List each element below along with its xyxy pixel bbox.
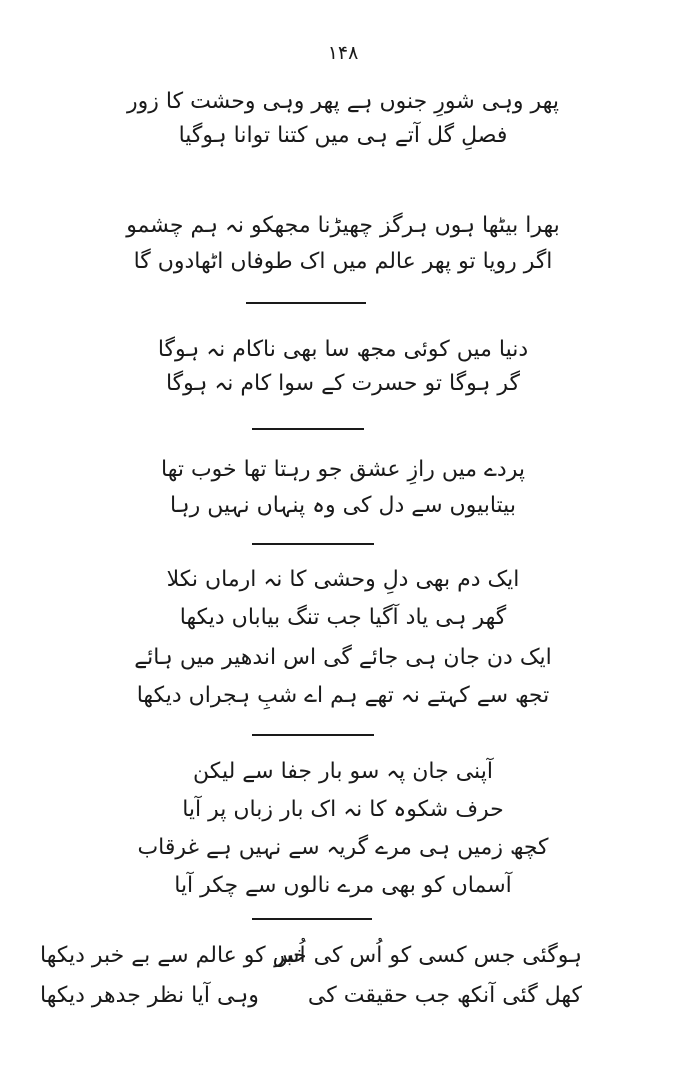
verse-line: پردے میں رازِ عشق جو رہتا تھا خوب تھا <box>161 457 525 482</box>
verse-line: آپنی جان پہ سو بار جفا سے لیکن <box>193 759 493 784</box>
verse-line: گھر ہی یاد آگیا جب تنگ بیاباں دیکھا <box>179 605 507 630</box>
section-divider <box>246 302 366 304</box>
section-divider <box>252 918 372 920</box>
verse-line: کچھ زمیں ہی مرے گریہ سے نہیں ہے غرقاب <box>137 835 549 860</box>
verse-line: پھر وہی شورِ جنوں ہے پھر وہی وحشت کا زور <box>127 89 559 114</box>
section-divider <box>252 543 374 545</box>
couplet-left-half: اُس کو عالم سے بے خبر دیکھا <box>40 943 306 968</box>
verse-line: فصلِ گل آتے ہی میں کتنا توانا ہوگیا <box>178 123 508 148</box>
couplet-right-half: ہوگئی جس کسی کو اُس کی خبر <box>274 943 582 968</box>
page-number: ۱۴۸ <box>327 42 359 64</box>
verse-line: ایک دن جان ہی جائے گی اس اندھیر میں ہائے <box>134 645 552 670</box>
couplet-right-half: کھل گئی آنکھ جب حقیقت کی <box>307 983 582 1008</box>
section-divider <box>252 428 364 430</box>
verse-line: بیتابیوں سے دل کی وہ پنہاں نہیں رہا <box>170 493 516 518</box>
verse-line: آسماں کو بھی مرے نالوں سے چکر آیا <box>174 873 512 898</box>
verse-line: حرف شکوہ کا نہ اک بار زباں پر آیا <box>182 797 504 822</box>
verse-line: بھرا بیٹھا ہوں ہرگز چھیڑنا مجھکو نہ ہم چشمو <box>126 213 560 238</box>
verse-line: دنیا میں کوئی مجھ سا بھی ناکام نہ ہوگا <box>157 337 529 362</box>
verse-line: تجھ سے کہتے نہ تھے ہم اے شبِ ہجراں دیکھا <box>136 683 550 708</box>
section-divider <box>252 734 374 736</box>
couplet-left-half: وہی آیا نظر جدھر دیکھا <box>40 983 259 1008</box>
verse-line: ایک دم بھی دلِ وحشی کا نہ ارماں نکلا <box>166 567 520 592</box>
verse-line: اگر رویا تو پھر عالم میں اک طوفاں اٹھادوں گا <box>133 249 553 274</box>
verse-line: گر ہوگا تو حسرت کے سوا کام نہ ہوگا <box>165 371 521 396</box>
